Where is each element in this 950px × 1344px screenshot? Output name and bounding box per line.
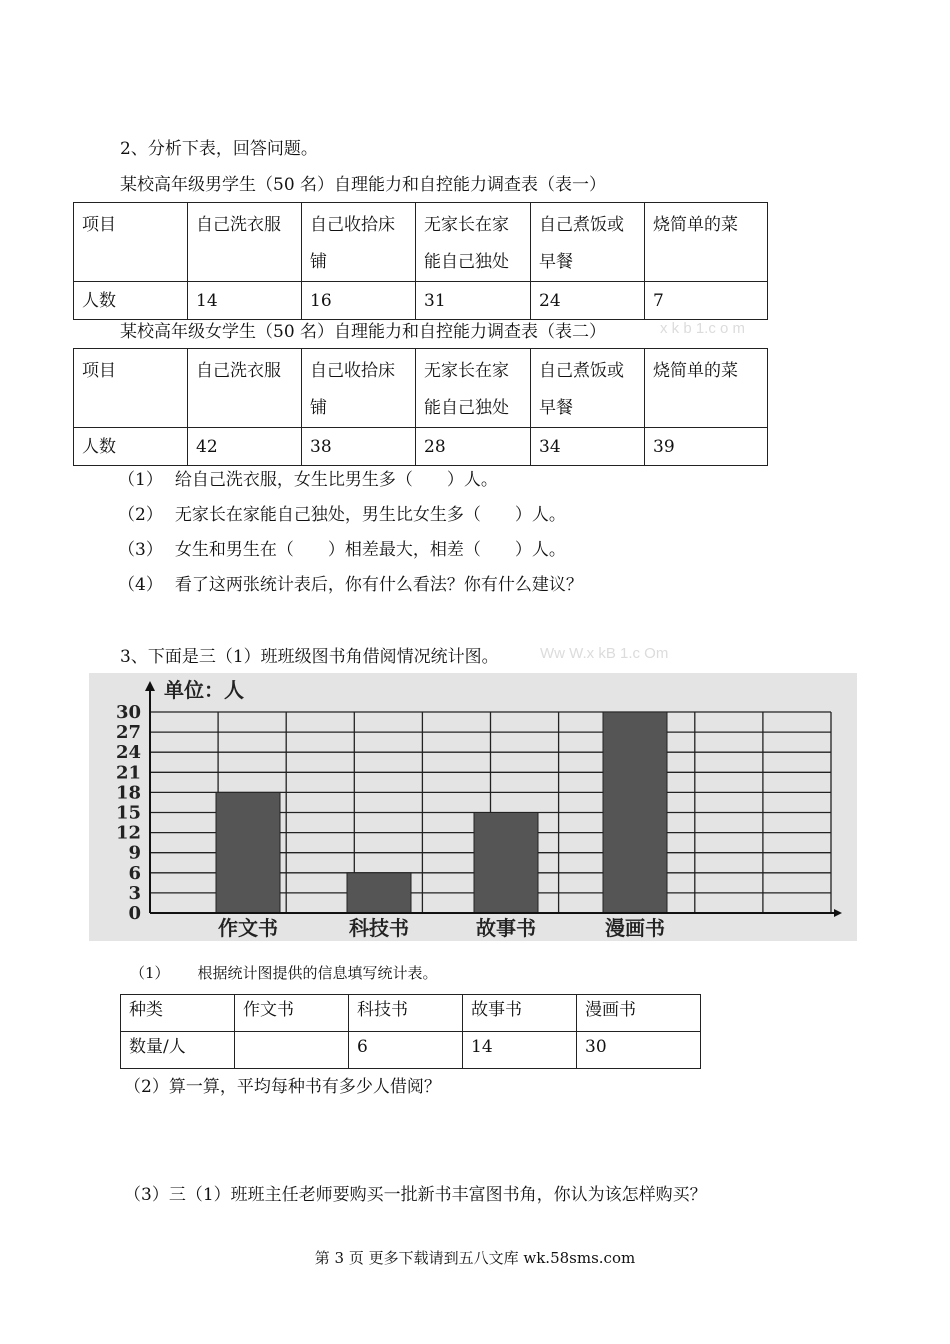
q3-sub1-text: 根据统计图提供的信息填写统计表。 bbox=[197, 964, 438, 982]
x-tick-label-作文书: 作文书 bbox=[218, 916, 278, 940]
girls-value-0: 42 bbox=[188, 428, 302, 466]
fill-value-2: 14 bbox=[463, 1032, 577, 1069]
girls-table-header-row bbox=[74, 349, 768, 428]
boys-table-value-row bbox=[74, 282, 768, 320]
boys-row-label: 人数 bbox=[74, 282, 188, 320]
q3-heading: 3、下面是三（1）班班级图书角借阅情况统计图。 bbox=[120, 647, 499, 667]
fill-col-4: 漫画书 bbox=[577, 995, 701, 1032]
boys-value-3: 24 bbox=[531, 282, 645, 320]
q3-sub2: （2）算一算，平均每种书有多少人借阅？ bbox=[124, 1077, 441, 1097]
y-tick-label-9: 9 bbox=[128, 842, 141, 864]
fill-row-label: 数量/人 bbox=[121, 1032, 235, 1069]
girls-table bbox=[73, 348, 768, 466]
girls-col-2: 自己收拾床铺 bbox=[302, 349, 416, 428]
bar-漫画书 bbox=[603, 712, 667, 913]
bar-chart bbox=[89, 673, 857, 941]
girls-col-5: 烧简单的菜 bbox=[645, 349, 768, 428]
page-footer: 第 3 页 更多下载请到五八文库 wk.58sms.com bbox=[314, 1249, 636, 1267]
y-tick-label-27: 27 bbox=[115, 722, 141, 744]
x-axis-arrow bbox=[834, 909, 842, 917]
y-tick-label-18: 18 bbox=[115, 782, 141, 804]
fill-table bbox=[120, 994, 701, 1069]
y-tick-label-3: 3 bbox=[128, 882, 141, 904]
q2-question-2-num: （2） bbox=[118, 505, 163, 525]
q2-question-3-text: 女生和男生在（ ）相差最大，相差（ ）人。 bbox=[174, 540, 566, 560]
boys-table bbox=[73, 202, 768, 320]
table2-title: 某校高年级女学生（50 名）自理能力和自控能力调查表（表二） bbox=[120, 322, 607, 342]
girls-row-label: 人数 bbox=[74, 428, 188, 466]
fill-value-1: 6 bbox=[349, 1032, 463, 1069]
q2-question-4-text: 看了这两张统计表后，你有什么看法？你有什么建议？ bbox=[174, 575, 583, 595]
q2-question-3-num: （3） bbox=[118, 540, 163, 560]
q2-question-1-num: （1） bbox=[118, 470, 163, 490]
x-tick-label-科技书: 科技书 bbox=[349, 916, 409, 940]
boys-col-2: 自己收拾床铺 bbox=[302, 203, 416, 282]
fill-value-0 bbox=[235, 1032, 349, 1069]
girls-value-3: 34 bbox=[531, 428, 645, 466]
fill-col-0: 种类 bbox=[121, 995, 235, 1032]
x-tick-label-故事书: 故事书 bbox=[476, 916, 536, 940]
boys-col-0: 项目 bbox=[74, 203, 188, 282]
boys-col-4: 自己煮饭或早餐 bbox=[531, 203, 645, 282]
q3-sub1-num: （1） bbox=[130, 964, 170, 982]
q3-sub3: （3）三（1）班班主任老师要购买一批新书丰富图书角，你认为该怎样购买？ bbox=[124, 1185, 707, 1205]
q2-question-1-text: 给自己洗衣服，女生比男生多（ ）人。 bbox=[174, 470, 498, 490]
girls-col-1: 自己洗衣服 bbox=[188, 349, 302, 428]
q2-question-1 bbox=[118, 465, 498, 490]
boys-value-0: 14 bbox=[188, 282, 302, 320]
bar-chart-svg bbox=[89, 673, 857, 941]
chart-unit-label: 单位：人 bbox=[164, 678, 244, 702]
girls-value-4: 39 bbox=[645, 428, 768, 466]
fill-value-3: 30 bbox=[577, 1032, 701, 1069]
bar-科技书 bbox=[347, 873, 411, 913]
q3-sub1 bbox=[130, 962, 438, 983]
girls-col-3: 无家长在家能自己独处 bbox=[416, 349, 531, 428]
watermark-1: x k b 1.c o m bbox=[660, 320, 746, 337]
girls-value-2: 28 bbox=[416, 428, 531, 466]
table1-title: 某校高年级男学生（50 名）自理能力和自控能力调查表（表一） bbox=[120, 175, 607, 195]
watermark-2: Ww W.x kB 1.c Om bbox=[540, 645, 669, 662]
girls-col-0: 项目 bbox=[74, 349, 188, 428]
q2-question-4 bbox=[118, 570, 583, 595]
fill-col-3: 故事书 bbox=[463, 995, 577, 1032]
boys-value-1: 16 bbox=[302, 282, 416, 320]
q2-question-2 bbox=[118, 500, 566, 525]
boys-value-2: 31 bbox=[416, 282, 531, 320]
fill-col-2: 科技书 bbox=[349, 995, 463, 1032]
fill-table-value-row bbox=[121, 1032, 701, 1069]
y-axis-arrow bbox=[145, 681, 155, 691]
y-tick-label-12: 12 bbox=[115, 822, 141, 844]
y-tick-label-21: 21 bbox=[115, 762, 141, 784]
boys-table-header-row bbox=[74, 203, 768, 282]
x-tick-label-漫画书: 漫画书 bbox=[605, 916, 665, 940]
boys-col-3: 无家长在家能自己独处 bbox=[416, 203, 531, 282]
y-tick-label-0: 0 bbox=[128, 903, 141, 924]
boys-value-4: 7 bbox=[645, 282, 768, 320]
q2-question-2-text: 无家长在家能自己独处，男生比女生多（ ）人。 bbox=[174, 505, 566, 525]
q2-heading: 2、分析下表，回答问题。 bbox=[120, 139, 318, 159]
girls-col-4: 自己煮饭或早餐 bbox=[531, 349, 645, 428]
y-tick-label-15: 15 bbox=[115, 802, 141, 824]
girls-table-value-row bbox=[74, 428, 768, 466]
q2-question-3 bbox=[118, 535, 566, 560]
bar-故事书 bbox=[474, 813, 538, 914]
y-tick-label-30: 30 bbox=[115, 702, 141, 723]
boys-col-5: 烧简单的菜 bbox=[645, 203, 768, 282]
fill-col-1: 作文书 bbox=[235, 995, 349, 1032]
q2-question-4-num: （4） bbox=[118, 575, 163, 595]
y-tick-label-24: 24 bbox=[115, 742, 141, 764]
fill-table-header-row bbox=[121, 995, 701, 1032]
y-tick-label-6: 6 bbox=[128, 862, 141, 884]
bar-作文书 bbox=[216, 792, 280, 913]
boys-col-1: 自己洗衣服 bbox=[188, 203, 302, 282]
girls-value-1: 38 bbox=[302, 428, 416, 466]
